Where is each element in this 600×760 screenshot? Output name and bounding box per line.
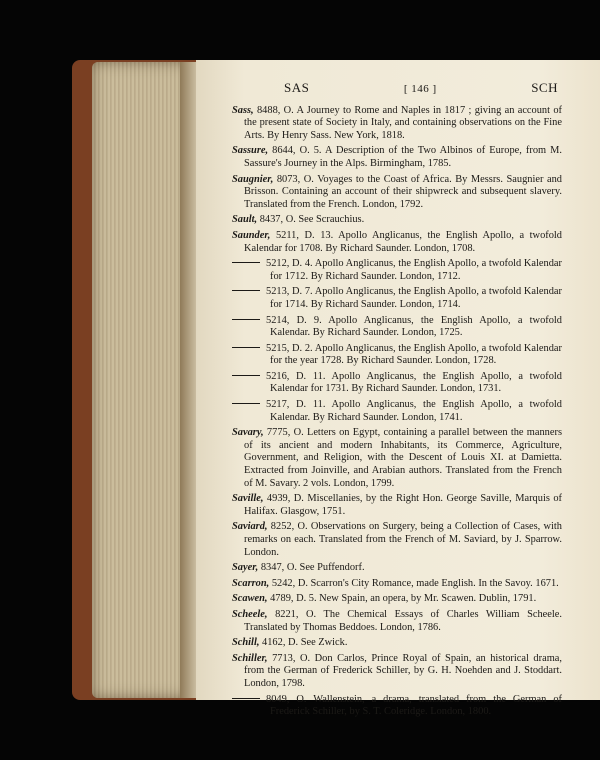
page-text <box>232 82 562 722</box>
catalog-entry <box>232 694 562 719</box>
ditto-dash <box>232 698 260 699</box>
entry-text: 8347, O. See Puffendorf. <box>258 562 365 574</box>
catalog-entry <box>232 214 562 227</box>
book-page <box>196 60 600 718</box>
entry-text: 8221, O. The Chemical Essays of Charles William Scheele. Translated by Thomas Beddoes. London, 1786. <box>244 608 562 633</box>
catalog-entry <box>232 145 562 170</box>
catalog-entry <box>232 230 562 255</box>
entry-text: 5216, D. 11. Apollo Anglicanus, the English Apollo, a twofold Kalendar for 1731. By Richard Saunder. London, 1731. <box>266 370 562 395</box>
entry-text: 4789, D. 5. New Spain, an opera, by Mr. Scawen. Dublin, 1791. <box>267 593 537 605</box>
entry-headword: Sass, <box>232 104 254 116</box>
entry-headword: Saunder, <box>232 229 271 241</box>
catalog-entry <box>232 371 562 396</box>
entry-list <box>232 105 562 719</box>
entry-text: 5214, D. 9. Apollo Anglicanus, the English Apollo, a twofold Kalendar. By Richard Saunder. London, 1725. <box>266 314 562 339</box>
entry-text: 8252, O. Observations on Surgery, being a Collection of Cases, with remarks on each. Translated from the French of M. Saviard, by J. Sparrow. London. <box>244 521 562 558</box>
ditto-dash <box>232 347 260 348</box>
entry-headword: Schill, <box>232 637 260 649</box>
entry-headword: Saugnier, <box>232 173 274 185</box>
catalog-entry <box>232 399 562 424</box>
entry-text: 4162, D. See Zwick. <box>259 637 348 649</box>
entry-text: 8049, O. Wallenstein, a drama, translated from the German of Frederick Schiller, by S. T. Coleridge. London, 1800. <box>266 693 562 718</box>
ditto-dash <box>232 375 260 376</box>
entry-text: 5213, D. 7. Apollo Anglicanus, the English Apollo, a twofold Kalendar for 1714. By Richard Saunder. London, 1714. <box>266 286 562 310</box>
entry-headword: Scawen, <box>232 593 268 605</box>
catalog-entry <box>232 653 562 691</box>
entry-text: 5242, D. Scarron's City Romance, made English. In the Savoy. 1671. <box>269 577 559 589</box>
entry-headword: Sault, <box>232 214 258 226</box>
catalog-entry <box>232 562 562 575</box>
entry-headword: Saviard, <box>232 521 268 533</box>
catalog-entry <box>232 105 562 143</box>
catalog-entry <box>232 174 562 212</box>
ditto-dash <box>232 290 260 291</box>
catalog-entry <box>232 521 562 559</box>
catalog-entry <box>232 493 562 518</box>
entry-headword: Sayer, <box>232 562 259 574</box>
entry-headword: Scheele, <box>232 608 268 620</box>
catalog-entry <box>232 343 562 368</box>
entry-text: 4939, D. Miscellanies, by the Right Hon. George Saville, Marquis of Halifax. Glasgow, 1751. <box>244 493 562 517</box>
ditto-dash <box>232 319 260 320</box>
entry-headword: Savary, <box>232 427 264 439</box>
page-edges <box>92 62 192 698</box>
entry-text: 8488, O. A Journey to Rome and Naples in 1817 ; giving an account of the present state of Society in Italy, and containing observations on the Fine Arts. By Henry Sass. New York, 1818. <box>244 104 562 141</box>
ditto-dash <box>232 262 260 263</box>
catalog-entry <box>232 593 562 606</box>
entry-headword: Scarron, <box>232 577 270 589</box>
header-right: SCH <box>531 80 558 95</box>
entry-headword: Sassure, <box>232 145 269 157</box>
entry-text: 7775, O. Letters on Egypt, containing a parallel between the manners of its ancient and modern Inhabitants, its Commerce, Agriculture, Government, and Religion, with the Descent of Louis XI. at Damietta. Extracted from Joinville, and Arabian authors. Translated from the French of M. Savary. 2 vols. London, 1799. <box>244 427 562 489</box>
entry-text: 8073, O. Voyages to the Coast of Africa. By Messrs. Saugnier and Brisson. Containing an account of their shipwreck and subsequent slavery. Translated from the French. London, 1792. <box>244 173 562 210</box>
entry-text: 5215, D. 2. Apollo Anglicanus, the English Apollo, a twofold Kalendar for the year 1728. By Richard Saunder. London, 1728. <box>266 342 562 367</box>
running-header <box>232 82 562 96</box>
catalog-entry <box>232 609 562 634</box>
catalog-entry <box>232 427 562 490</box>
entry-text: 5212, D. 4. Apollo Anglicanus, the English Apollo, a twofold Kalendar for 1712. By Richard Saunder. London, 1712. <box>266 258 562 282</box>
ditto-dash <box>232 403 260 404</box>
header-left: SAS <box>284 80 310 95</box>
entry-headword: Saville, <box>232 493 264 505</box>
page-number: [ 146 ] <box>403 83 437 95</box>
entry-headword: Schiller, <box>232 652 268 664</box>
entry-text: 5217, D. 11. Apollo Anglicanus, the English Apollo, a twofold Kalendar. By Richard Saunder. London, 1741. <box>266 399 562 423</box>
entry-text: 7713, O. Don Carlos, Prince Royal of Spain, an historical drama, from the German of Frederick Schiller, by G. H. Noehden and J. Stoddart. London, 1798. <box>244 652 562 689</box>
entry-text: 8437, O. See Scrauchius. <box>257 214 365 226</box>
catalog-entry <box>232 637 562 650</box>
entry-text: 5211, D. 13. Apollo Anglicanus, the English Apollo, a twofold Kalendar for 1708. By Richard Saunder. London, 1708. <box>244 229 562 254</box>
catalog-entry <box>232 315 562 340</box>
catalog-entry <box>232 258 562 283</box>
entry-text: 8644, O. 5. A Description of the Two Albinos of Europe, from M. Sassure's Journey in the Alps. Birmingham, 1785. <box>244 145 562 169</box>
catalog-entry <box>232 578 562 591</box>
catalog-entry <box>232 286 562 311</box>
